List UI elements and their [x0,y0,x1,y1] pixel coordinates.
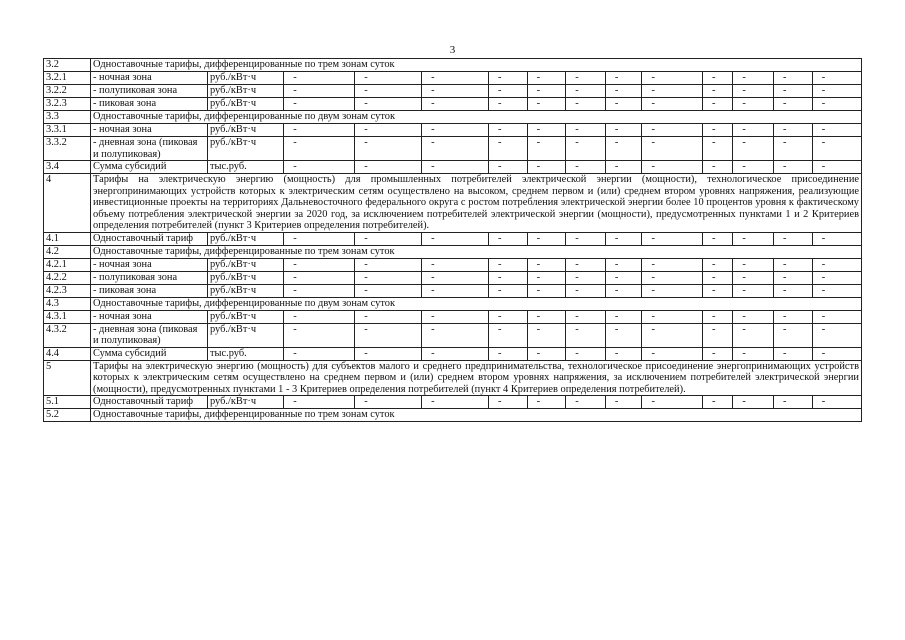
value-cell: - [642,72,703,85]
table-row [44,245,862,258]
unit-cell: руб./кВт·ч [207,85,283,98]
section-description: Тарифы на электрическую энергию (мощность) для промышленных потребителей электрической энергии (мощности), технологическое присоединение энергопринимающих устройств которых к электрическим сетям осуществлено на высоком, среднем первом и (или) среднем втором уровнях напряжения, реализующие инвестиционные проекты на территориях Дальневосточного федерального округа с ростом потребления электрической энергии более 10 процентов уровня к фактическому объему потребления электрической энергии за 2020 год, за исключением потребителей электрической энергии (мощности), предусмотренных пунктами 1 и 2 Критериев определения потребителей (пункт 3 Критериев определения потребителей). [91,174,862,233]
table-row [44,98,862,111]
row-name: - дневная зона (пиковая и полупиковая) [91,137,208,161]
value-cell: - [733,310,774,323]
table-row [44,72,862,85]
value-cell: - [566,396,606,409]
unit-cell: руб./кВт·ч [207,396,283,409]
value-cell: - [812,396,861,409]
value-cell: - [703,72,733,85]
value-cell: - [422,284,489,297]
value-cell: - [642,347,703,360]
value-cell: - [527,271,566,284]
row-number: 4.2 [44,245,91,258]
table-row [44,271,862,284]
value-cell: - [422,161,489,174]
value-cell: - [703,310,733,323]
value-cell: - [703,232,733,245]
value-cell: - [488,85,527,98]
value-cell: - [605,124,642,137]
value-cell: - [774,85,813,98]
value-cell: - [566,161,606,174]
value-cell: - [488,137,527,161]
value-cell: - [733,137,774,161]
value-cell: - [527,396,566,409]
value-cell: - [284,161,355,174]
value-cell: - [605,310,642,323]
value-cell: - [527,72,566,85]
value-cell: - [527,347,566,360]
table-row [44,258,862,271]
value-cell: - [284,124,355,137]
row-number: 5.2 [44,409,91,422]
row-number: 4.3.2 [44,323,91,347]
value-cell: - [422,232,489,245]
value-cell: - [566,137,606,161]
value-cell: - [488,124,527,137]
value-cell: - [284,284,355,297]
table-row [44,323,862,347]
section-description: Тарифы на электрическую энергию (мощность) для субъектов малого и среднего предпринимательства, технологическое присоединение энергопринимающих устройств которых к электрическим сетям осуществлено на среднем первом и (или) среднем втором уровнях напряжения, за исключением потребителей электрической энергии (мощности), предусмотренных пунктами 1 - 3 Критериев определения потребителей (пункт 4 Критериев определения потребителей). [91,360,862,396]
value-cell: - [774,161,813,174]
value-cell: - [527,137,566,161]
value-cell: - [774,271,813,284]
unit-cell: руб./кВт·ч [207,137,283,161]
value-cell: - [703,137,733,161]
value-cell: - [355,161,422,174]
value-cell: - [642,232,703,245]
value-cell: - [703,258,733,271]
value-cell: - [527,161,566,174]
value-cell: - [733,323,774,347]
value-cell: - [422,72,489,85]
row-number: 4.3 [44,297,91,310]
value-cell: - [422,271,489,284]
value-cell: - [566,258,606,271]
value-cell: - [605,258,642,271]
row-name: - пиковая зона [91,284,208,297]
row-number: 3.3.2 [44,137,91,161]
table-row [44,137,862,161]
value-cell: - [812,271,861,284]
section-title: Одноставочные тарифы, дифференцированные по трем зонам суток [91,59,862,72]
row-number: 3.3 [44,111,91,124]
value-cell: - [284,323,355,347]
value-cell: - [605,396,642,409]
value-cell: - [488,98,527,111]
value-cell: - [812,124,861,137]
row-name: Сумма субсидий [91,347,208,360]
table-row [44,111,862,124]
row-number: 4.2.1 [44,258,91,271]
unit-cell: руб./кВт·ч [207,323,283,347]
value-cell: - [703,323,733,347]
row-number: 3.2 [44,59,91,72]
row-number: 3.4 [44,161,91,174]
value-cell: - [566,98,606,111]
value-cell: - [488,396,527,409]
row-number: 4.2.3 [44,284,91,297]
value-cell: - [566,310,606,323]
value-cell: - [284,271,355,284]
value-cell: - [355,85,422,98]
value-cell: - [527,85,566,98]
value-cell: - [488,271,527,284]
value-cell: - [422,396,489,409]
value-cell: - [566,124,606,137]
value-cell: - [703,284,733,297]
value-cell: - [566,85,606,98]
value-cell: - [605,98,642,111]
value-cell: - [527,310,566,323]
table-row [44,174,862,233]
value-cell: - [284,98,355,111]
unit-cell: руб./кВт·ч [207,310,283,323]
value-cell: - [812,347,861,360]
value-cell: - [355,98,422,111]
value-cell: - [774,124,813,137]
value-cell: - [605,72,642,85]
section-title: Одноставочные тарифы, дифференцированные по трем зонам суток [91,245,862,258]
value-cell: - [355,271,422,284]
value-cell: - [527,232,566,245]
value-cell: - [422,98,489,111]
value-cell: - [642,271,703,284]
row-number: 4.2.2 [44,271,91,284]
row-name: - дневная зона (пиковая и полупиковая) [91,323,208,347]
value-cell: - [488,284,527,297]
value-cell: - [355,347,422,360]
row-number: 5.1 [44,396,91,409]
value-cell: - [774,98,813,111]
value-cell: - [812,232,861,245]
table-row [44,409,862,422]
value-cell: - [605,323,642,347]
value-cell: - [642,323,703,347]
unit-cell: тыс.руб. [207,347,283,360]
table-row [44,85,862,98]
unit-cell: руб./кВт·ч [207,98,283,111]
value-cell: - [774,258,813,271]
value-cell: - [642,98,703,111]
value-cell: - [355,124,422,137]
section-title: Одноставочные тарифы, дифференцированные по двум зонам суток [91,111,862,124]
value-cell: - [566,284,606,297]
value-cell: - [774,396,813,409]
value-cell: - [422,124,489,137]
value-cell: - [355,72,422,85]
value-cell: - [422,137,489,161]
row-number: 4.3.1 [44,310,91,323]
value-cell: - [284,396,355,409]
row-name: - полупиковая зона [91,271,208,284]
value-cell: - [774,232,813,245]
value-cell: - [355,137,422,161]
value-cell: - [812,85,861,98]
value-cell: - [566,232,606,245]
table-row [44,347,862,360]
value-cell: - [642,85,703,98]
value-cell: - [605,232,642,245]
row-number: 4 [44,174,91,233]
row-number: 5 [44,360,91,396]
value-cell: - [733,396,774,409]
row-number: 3.2.3 [44,98,91,111]
unit-cell: руб./кВт·ч [207,284,283,297]
value-cell: - [812,72,861,85]
value-cell: - [284,72,355,85]
row-name: - ночная зона [91,310,208,323]
value-cell: - [703,161,733,174]
page-number: 3 [449,44,456,56]
row-name: Одноставочный тариф [91,232,208,245]
value-cell: - [422,85,489,98]
value-cell: - [812,323,861,347]
unit-cell: руб./кВт·ч [207,72,283,85]
value-cell: - [774,310,813,323]
value-cell: - [488,161,527,174]
value-cell: - [605,271,642,284]
value-cell: - [284,232,355,245]
unit-cell: руб./кВт·ч [207,271,283,284]
value-cell: - [733,232,774,245]
section-title: Одноставочные тарифы, дифференцированные по трем зонам суток [91,409,862,422]
table-row [44,232,862,245]
value-cell: - [812,137,861,161]
value-cell: - [703,124,733,137]
value-cell: - [774,347,813,360]
row-number: 3.2.2 [44,85,91,98]
value-cell: - [812,310,861,323]
value-cell: - [422,323,489,347]
section-title: Одноставочные тарифы, дифференцированные по двум зонам суток [91,297,862,310]
row-name: - ночная зона [91,72,208,85]
value-cell: - [605,347,642,360]
value-cell: - [355,396,422,409]
table-row [44,360,862,396]
table-row [44,161,862,174]
value-cell: - [642,310,703,323]
value-cell: - [812,284,861,297]
row-name: Одноставочный тариф [91,396,208,409]
value-cell: - [605,85,642,98]
value-cell: - [355,232,422,245]
value-cell: - [642,161,703,174]
value-cell: - [355,258,422,271]
table-row [44,124,862,137]
row-name: - ночная зона [91,124,208,137]
value-cell: - [355,284,422,297]
value-cell: - [488,72,527,85]
value-cell: - [284,310,355,323]
value-cell: - [733,72,774,85]
value-cell: - [812,98,861,111]
value-cell: - [527,98,566,111]
row-number: 3.3.1 [44,124,91,137]
table-row [44,59,862,72]
value-cell: - [733,347,774,360]
value-cell: - [812,258,861,271]
unit-cell: руб./кВт·ч [207,232,283,245]
value-cell: - [527,284,566,297]
value-cell: - [488,347,527,360]
value-cell: - [642,396,703,409]
value-cell: - [284,85,355,98]
value-cell: - [703,98,733,111]
value-cell: - [488,258,527,271]
row-name: - ночная зона [91,258,208,271]
row-number: 3.2.1 [44,72,91,85]
value-cell: - [566,347,606,360]
value-cell: - [733,124,774,137]
row-name: - полупиковая зона [91,85,208,98]
value-cell: - [642,137,703,161]
table-row [44,297,862,310]
value-cell: - [284,347,355,360]
value-cell: - [703,396,733,409]
value-cell: - [566,72,606,85]
value-cell: - [605,284,642,297]
value-cell: - [488,323,527,347]
value-cell: - [642,124,703,137]
value-cell: - [527,323,566,347]
value-cell: - [812,161,861,174]
value-cell: - [527,258,566,271]
value-cell: - [488,232,527,245]
table-row [44,396,862,409]
value-cell: - [566,323,606,347]
unit-cell: руб./кВт·ч [207,258,283,271]
value-cell: - [642,284,703,297]
value-cell: - [605,161,642,174]
value-cell: - [774,284,813,297]
value-cell: - [733,161,774,174]
value-cell: - [733,271,774,284]
tariff-table [43,58,862,422]
value-cell: - [605,137,642,161]
value-cell: - [566,271,606,284]
value-cell: - [642,258,703,271]
row-name: - пиковая зона [91,98,208,111]
value-cell: - [703,271,733,284]
value-cell: - [422,347,489,360]
table-row [44,284,862,297]
value-cell: - [733,98,774,111]
row-name: Сумма субсидий [91,161,208,174]
value-cell: - [774,323,813,347]
value-cell: - [733,85,774,98]
value-cell: - [422,310,489,323]
value-cell: - [284,258,355,271]
value-cell: - [422,258,489,271]
value-cell: - [703,347,733,360]
value-cell: - [355,310,422,323]
value-cell: - [488,310,527,323]
value-cell: - [733,284,774,297]
value-cell: - [355,323,422,347]
table-row [44,310,862,323]
unit-cell: руб./кВт·ч [207,124,283,137]
value-cell: - [703,85,733,98]
unit-cell: тыс.руб. [207,161,283,174]
value-cell: - [774,72,813,85]
value-cell: - [774,137,813,161]
value-cell: - [284,137,355,161]
value-cell: - [733,258,774,271]
row-number: 4.1 [44,232,91,245]
row-number: 4.4 [44,347,91,360]
value-cell: - [527,124,566,137]
